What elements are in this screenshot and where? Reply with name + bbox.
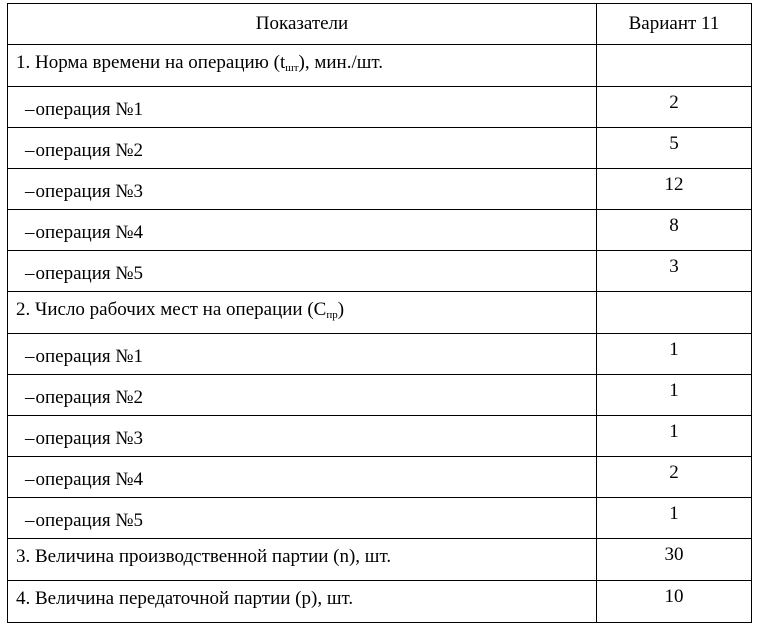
item-value-cell bbox=[597, 375, 752, 416]
table-row bbox=[8, 210, 752, 251]
section-label-subscript: шт bbox=[285, 62, 299, 74]
item-label-text: операция №2 bbox=[35, 387, 143, 408]
section-label bbox=[8, 292, 596, 321]
item-label-cell bbox=[8, 375, 597, 416]
header-variant: Вариант 11 bbox=[597, 4, 752, 45]
item-value: 1 bbox=[669, 380, 679, 401]
item-label-cell bbox=[8, 457, 597, 498]
item-label bbox=[8, 251, 596, 285]
item-label-cell bbox=[8, 416, 597, 457]
item-label-text: операция №3 bbox=[35, 428, 143, 449]
section-row-time-norm bbox=[8, 45, 752, 87]
table-row bbox=[8, 375, 752, 416]
section-label: 4. Величина передаточной партии (р), шт. bbox=[16, 588, 354, 609]
section-value-cell bbox=[597, 292, 752, 334]
section-label-prefix: 1. Норма времени на операцию (t bbox=[16, 52, 286, 73]
section-value bbox=[597, 292, 751, 297]
table-row bbox=[8, 416, 752, 457]
dash-mark: – bbox=[25, 140, 35, 161]
item-value-cell bbox=[597, 457, 752, 498]
section-label-cell bbox=[8, 45, 597, 87]
dash-mark: – bbox=[25, 346, 35, 367]
section-label-cell bbox=[8, 539, 597, 581]
item-value-cell bbox=[597, 251, 752, 292]
item-label-text: операция №5 bbox=[35, 510, 143, 531]
section-row-workplaces bbox=[8, 292, 752, 334]
item-value-cell bbox=[597, 210, 752, 251]
item-value-cell bbox=[597, 87, 752, 128]
item-label bbox=[8, 87, 596, 121]
section-value: 10 bbox=[664, 586, 684, 607]
item-label bbox=[8, 457, 596, 491]
section-label-suffix: ), мин./шт. bbox=[298, 52, 383, 73]
dash-mark: – bbox=[25, 387, 35, 408]
dash-mark: – bbox=[25, 222, 35, 243]
section-value: 30 bbox=[664, 544, 684, 565]
item-value-cell bbox=[597, 416, 752, 457]
item-label bbox=[8, 210, 596, 244]
item-value: 1 bbox=[669, 421, 679, 442]
item-value: 1 bbox=[669, 339, 679, 360]
item-label-cell bbox=[8, 210, 597, 251]
header-indicators: Показатели bbox=[8, 4, 597, 45]
item-label-cell bbox=[8, 251, 597, 292]
table-row bbox=[8, 498, 752, 539]
item-label bbox=[8, 375, 596, 409]
section-value-cell bbox=[597, 581, 752, 623]
section-label-subscript: пр bbox=[326, 309, 338, 321]
item-label bbox=[8, 498, 596, 532]
item-value: 12 bbox=[664, 174, 684, 195]
item-label-cell bbox=[8, 87, 597, 128]
item-value-cell bbox=[597, 334, 752, 375]
dash-mark: – bbox=[25, 263, 35, 284]
section-value-cell bbox=[597, 45, 752, 87]
item-label-text: операция №3 bbox=[35, 181, 143, 202]
table-row bbox=[8, 457, 752, 498]
table-row bbox=[8, 251, 752, 292]
item-value-cell bbox=[597, 169, 752, 210]
table-row bbox=[8, 169, 752, 210]
item-value: 2 bbox=[669, 462, 679, 483]
table-row bbox=[8, 128, 752, 169]
item-label bbox=[8, 334, 596, 368]
item-label-text: операция №1 bbox=[35, 346, 143, 367]
item-label-text: операция №1 bbox=[35, 99, 143, 120]
item-label bbox=[8, 416, 596, 450]
item-value: 1 bbox=[669, 503, 679, 524]
dash-mark: – bbox=[25, 469, 35, 490]
section-label-prefix: 2. Число рабочих мест на операции (С bbox=[16, 299, 327, 320]
row-transfer-batch bbox=[8, 581, 752, 623]
dash-mark: – bbox=[25, 181, 35, 202]
item-value: 3 bbox=[669, 256, 679, 277]
dash-mark: – bbox=[25, 428, 35, 449]
section-value bbox=[597, 45, 751, 50]
section-label: 3. Величина производственной партии (n), шт. bbox=[16, 546, 392, 567]
item-value: 8 bbox=[669, 215, 679, 236]
indicators-table bbox=[7, 3, 752, 623]
table-row bbox=[8, 87, 752, 128]
row-production-batch bbox=[8, 539, 752, 581]
section-value-cell bbox=[597, 539, 752, 581]
section-label bbox=[8, 45, 596, 74]
table-header-row bbox=[8, 4, 752, 45]
item-value: 2 bbox=[669, 92, 679, 113]
section-label-suffix: ) bbox=[337, 299, 345, 320]
dash-mark: – bbox=[25, 99, 35, 120]
item-label-cell bbox=[8, 128, 597, 169]
item-label-text: операция №2 bbox=[35, 140, 143, 161]
item-label-text: операция №5 bbox=[35, 263, 143, 284]
item-label-cell bbox=[8, 334, 597, 375]
section-label-cell bbox=[8, 581, 597, 623]
item-label bbox=[8, 169, 596, 203]
item-label bbox=[8, 128, 596, 162]
item-value-cell bbox=[597, 128, 752, 169]
table-row bbox=[8, 334, 752, 375]
item-label-cell bbox=[8, 498, 597, 539]
section-label-cell bbox=[8, 292, 597, 334]
item-label-cell bbox=[8, 169, 597, 210]
item-label-text: операция №4 bbox=[35, 222, 143, 243]
dash-mark: – bbox=[25, 510, 35, 531]
item-value: 5 bbox=[669, 133, 679, 154]
item-label-text: операция №4 bbox=[35, 469, 143, 490]
item-value-cell bbox=[597, 498, 752, 539]
